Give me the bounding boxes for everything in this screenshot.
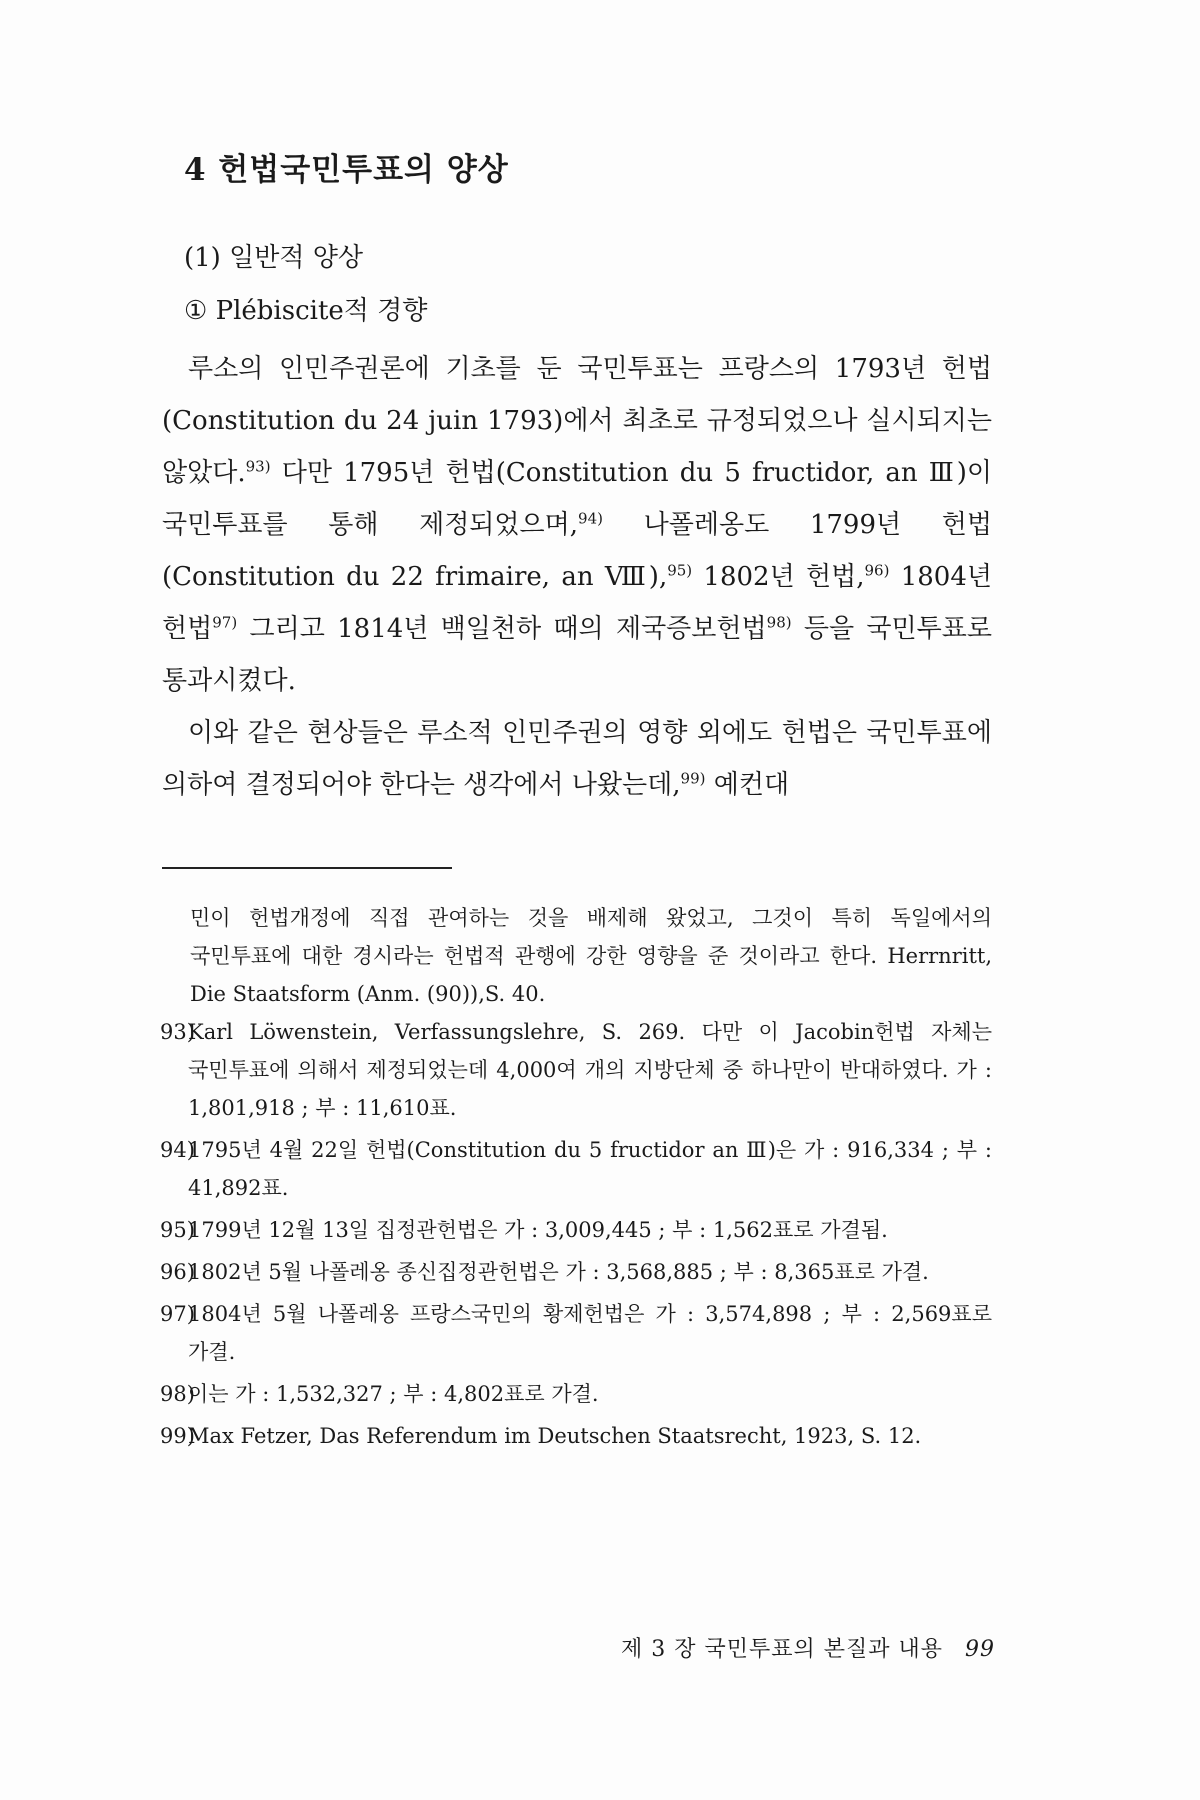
footnote-reference[interactable]: 97)	[212, 613, 238, 632]
footnote-text: Karl Löwenstein, Verfassungslehre, S. 269. 다만 이 Jacobin헌법 자체는 국민투표에 의해서 제정되었는데 4,000여 개의 지방단체 중 하나만이 반대하였다. 가 : 1,801,918 ; 부 : 11,610표.	[188, 1020, 992, 1121]
paragraph-text: 1804년 헌법	[162, 562, 992, 645]
footnote	[162, 1131, 992, 1207]
footnote-text: 1802년 5월 나폴레옹 종신집정관헌법은 가 : 3,568,885 ; 부 : 8,365표로 가결.	[188, 1260, 929, 1285]
footnote-number: 97)	[160, 1302, 195, 1327]
footnote-text: Max Fetzer, Das Referendum im Deutschen Staatsrecht, 1923, S. 12.	[188, 1424, 922, 1449]
body-paragraph	[162, 343, 992, 707]
footnote-number: 94)	[160, 1138, 195, 1163]
subsubsection-title: ① Plébiscite적 경향	[184, 295, 428, 326]
footnote-list	[162, 1013, 992, 1455]
footnote-reference[interactable]: 96)	[864, 561, 890, 580]
footnote-reference[interactable]: 99)	[680, 769, 706, 788]
footnote-text: 1795년 4월 22일 헌법(Constitution du 5 fructidor an Ⅲ)은 가 : 916,334 ; 부 : 41,892표.	[188, 1138, 992, 1201]
paragraph-text: 루소의 인민주권론에 기초를 둔 국민투표는 프랑스의 1793년 헌법(Constitution du 24 juin 1793)에서 최초로 규정되었으나 실시되지는 않았다.	[162, 354, 992, 489]
footnote-continuation: 민이 헌법개정에 직접 관여하는 것을 배제해 왔었고, 그것이 특히 독일에서의 국민투표에 대한 경시라는 헌법적 관행에 강한 영향을 준 것이라고 한다. Herrnritt, Die Staatsform (Anm. (90)),S. 40.	[190, 906, 992, 1007]
paragraph-text: 그리고 1814년 백일천하 때의 제국증보헌법	[237, 614, 767, 645]
page-content	[162, 150, 992, 1459]
body-paragraph	[162, 707, 992, 811]
footnote-text: 이는 가 : 1,532,327 ; 부 : 4,802표로 가결.	[188, 1382, 599, 1407]
footnote-reference[interactable]: 94)	[578, 509, 603, 528]
footnote-reference[interactable]: 95)	[667, 561, 693, 580]
paragraph-text: 이와 같은 현상들은 루소적 인민주권의 영향 외에도 헌법은 국민투표에 의하여 결정되어야 한다는 생각에서 나왔는데,	[162, 718, 992, 801]
section-title: 4 헌법국민투표의 양상	[184, 152, 509, 188]
footnote-number: 96)	[160, 1260, 195, 1285]
footnote	[162, 1013, 992, 1127]
footnote-number: 95)	[160, 1218, 195, 1243]
chapter-running-head: 제 3 장 국민투표의 본질과 내용	[621, 1637, 943, 1662]
footnote	[162, 1295, 992, 1371]
paragraph-text: 나폴레옹도 1799년 헌법(Constitution du 22 frimaire, an Ⅷ),	[162, 510, 992, 593]
body-text	[162, 343, 992, 811]
paragraph-text: 1802년 헌법,	[692, 562, 865, 593]
paragraph-text: 다만 1795년 헌법(Constitution du 5 fructidor, an Ⅲ)이 국민투표를 통해 제정되었으며,	[162, 458, 992, 541]
page-footer	[621, 1632, 995, 1663]
footnote-number: 93)	[160, 1020, 195, 1045]
footnote	[162, 1375, 992, 1413]
page-number: 99	[965, 1637, 995, 1662]
footnote-divider	[162, 867, 452, 869]
paragraph-text: 등을 국민투표로 통과시켰다.	[162, 614, 992, 697]
subsection-title: (1) 일반적 양상	[184, 243, 363, 274]
footnote-number: 99)	[160, 1424, 195, 1449]
footnote-reference[interactable]: 93)	[245, 457, 271, 476]
footnote-text: 1799년 12월 13일 집정관헌법은 가 : 3,009,445 ; 부 : 1,562표로 가결됨.	[188, 1218, 888, 1243]
footnote-reference[interactable]: 98)	[766, 613, 792, 632]
footnote-number: 98)	[160, 1382, 195, 1407]
footnote-text: 1804년 5월 나폴레옹 프랑스국민의 황제헌법은 가 : 3,574,898 ; 부 : 2,569표로 가결.	[188, 1302, 992, 1365]
paragraph-text: 예컨대	[705, 770, 790, 801]
footnote	[162, 1253, 992, 1291]
footnote	[162, 1211, 992, 1249]
footnote	[162, 1417, 992, 1455]
